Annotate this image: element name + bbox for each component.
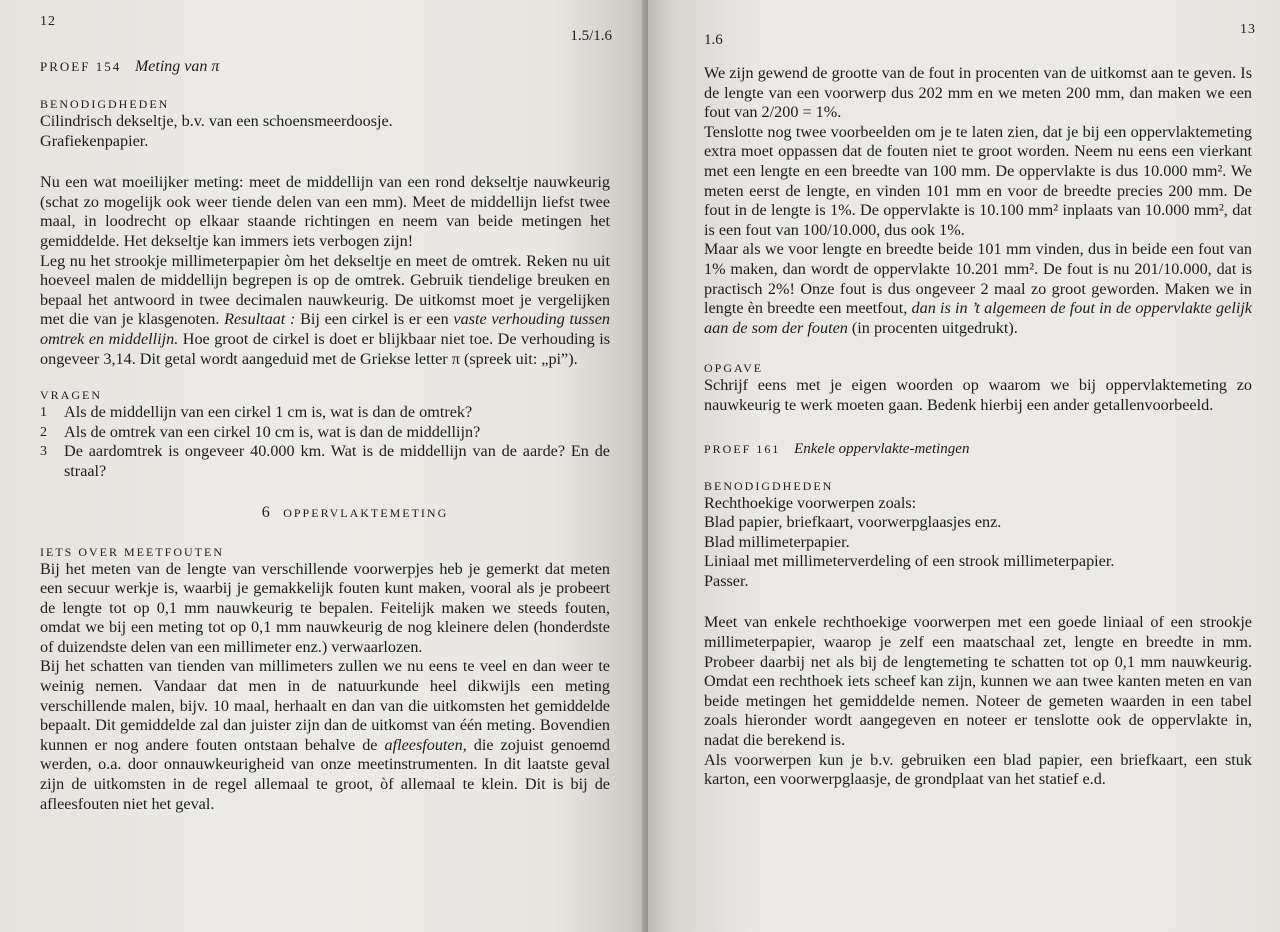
experiment-title-154 [40,56,610,78]
right-page-content [704,64,1252,790]
experiment-label: PROEF 161 [704,441,781,456]
right-page [648,0,1280,932]
question-text: Als de middellijn van een cirkel 1 cm is, wat is dan de omtrek? [64,403,473,422]
errors-text-post: die zojuist genoemd werden, o.a. door onnauwkeurigheid van onze meetinstrumenten. In dit laatste geval zijn de uitkomsten in de regel allemaal te groot, òf allemaal te klein. Dit is bij de afleesfouten niet het geval. [40,735,610,813]
equipment-item: Grafiekenpapier. [40,131,149,150]
chapter-number: 6 [261,503,270,521]
question-number: 2 [40,424,47,440]
equipment-item: Blad papier, briefkaart, voorwerpglaasjes enz. [704,513,1002,532]
assignment-heading: OPGAVE [704,361,764,376]
error-sum-text-pre: Maar als we voor lengte en breedte beide 101 mm vinden, dus in beide een fout van 1% maken, dan wordt de oppervlakte 10.201 mm². De fout is nu 201/10.000, dat is practisch 2%! Onze fout is dus ongeveer 2 maal zo groot geworden. Maken we in lengte èn breedte een meetfout, [704,240,1252,318]
errors-text-pre: Bij het schatten van tienden van millimeters zullen we nu eens te veel en dan weer te weinig nemen. Vandaar dat men in de natuurkunde heel dikwijls een meting verschillende malen, bijv. 10 maal, herhaalt en dan van die uitkomsten het gemiddelde bepaalt. Dit gemiddelde zal dan juister zijn dan de uitkomst van één meting. Bovendien kunnen er nog andere fouten ontstaan behalve de [40,657,610,754]
result-label: Resultaat : [224,310,296,329]
error-sum-emphasis: dan is in ’t algemeen de fout in de oppervlakte gelijk aan de som der fouten [704,299,1252,337]
experiment-title-161 [704,438,1252,460]
errors-emphasis: afleesfouten, [384,735,467,754]
question-text: Als de omtrek van een cirkel 10 cm is, wat is dan de middellijn? [64,422,481,441]
errors-heading: IETS OVER MEETFOUTEN [40,544,224,559]
chapter-title: OPPERVLAKTEMETING [283,505,449,520]
page-number-right: 13 [1240,22,1256,37]
section-reference-left: 1.5/1.6 [570,28,612,44]
error-sum-paragraph [704,240,1252,338]
measurement-paragraph: Nu een wat moeilijker meting: meet de middellijn van een rond dekseltje nauwkeurig (schat zo mogelijk ook weer tiende delen van een mm). Meet de middellijn liefst twee maal, in loodrecht op elkaar staande richtingen en neem van beide metingen het gemiddelde. Het dekseltje kan immers iets verbogen zijn! [40,173,610,250]
result-emphasis: vaste verhouding tussen omtrek en middellijn. [40,310,611,348]
equipment-list [704,494,1252,592]
result-text-pre: Bij een cirkel is er een [295,310,454,329]
questions-list [40,403,610,481]
equipment-item: Liniaal met millimeterverdeling of een strook millimeterpapier. [704,552,1115,571]
question-item [40,403,610,423]
question-item [40,423,610,443]
assignment-text: Schrijf eens met je eigen woorden op waarom we bij oppervlaktemeting zo nauwkeurig te werk moeten gaan. Bedenk hierbij een ander getallenvoorbeeld. [704,376,1252,414]
equipment-heading: BENODIGDHEDEN [704,478,834,493]
experiment-name: Meting van π [134,58,220,75]
circumference-text: Leg nu het strookje millimeterpapier òm het dekseltje en meet de omtrek. Reken nu uit hoeveel malen de middellijn begrepen is op de omtrek. Gebruik tiendelige breuken en bepaal het antwoord in twee decimalen nauwkeurig. De uitkomst moet je vergelijken met die van je klasgenoten. [40,251,610,329]
equipment-heading: BENODIGDHEDEN [40,97,170,111]
result-text-post: Hoe groot de cirkel is doet er blijkbaar niet toe. De verhouding is ongeveer 3,14. Dit getal wordt aangeduid met de Griekse letter π (spreek uit: „pi”). [40,329,610,368]
experiment-name: Enkele oppervlakte-metingen [794,440,970,457]
equipment-item: Passer. [704,571,749,590]
errors-paragraph-1: Bij het meten van de lengte van verschillende voorwerpjes heb je gemerkt dat meten een secuur werkje is, waarbij je gemakkelijk fouten kunt maken, vooral als je probeert de lengte tot op 0,1 mm nauwkeurig te bepalen. Feitelijk maken we steeds fouten, omdat we bij een meting tot op 0,1 mm nauwkeurig de nog kleinere delen (honderdste of duizendste delen van een millimeter enz.) verwaarlozen. [40,559,610,656]
error-sum-text-post: (in procenten uitgedrukt). [847,318,1018,337]
equipment-item: Rechthoekige voorwerpen zoals: [704,493,917,512]
equipment-item: Cilindrisch dekseltje, b.v. van een schoensmeerdoosje. [40,112,393,130]
left-page-content [40,56,610,814]
question-number: 3 [40,444,47,460]
question-number: 1 [40,405,47,421]
question-text: De aardomtrek is ongeveer 40.000 km. Wat is de middellijn van de aarde? En de straal? [64,442,610,480]
circumference-paragraph [40,252,610,370]
experiment-label: PROEF 154 [40,59,122,74]
chapter-heading [40,504,610,522]
errors-paragraph-2 [40,657,610,814]
area-example-paragraph: Tenslotte nog twee voorbeelden om je te laten zien, dat je bij een oppervlaktemeting extra moet oppassen dat de fouten niet te groot worden. Neem nu eens een vierkant met een lengte en een breedte van 100 mm. De oppervlakte is dus 10.000 mm². We meten eerst de lengte, en vinden 101 mm en voor de breedte precies 200 mm. De fout in de lengte is 1%. De oppervlakte is 10.100 mm² inplaats van 10.000 mm², dat is een fout van 100/10.000, dus ook 1%. [704,122,1252,239]
measurement-instructions: Meet van enkele rechthoekige voorwerpen met een goede liniaal of een strookje millimeterpapier, waarop je zelf een maatschaal zet, lengte en breedte in mm. Probeer daarbij net als bij de lengtemeting te schatten tot op 0,1 mm nauwkeurig. Omdat een rechthoek iets scheef kan zijn, kunnen we aan twee kanten meten en van beide metingen het gemiddelde nemen. Noteer de gemeten waarden in een tabel zoals hieronder wordt aangegeven en noteer er tenslotte ook de oppervlakte in, nadat die berekend is. [704,613,1252,750]
page-number-left: 12 [40,14,56,29]
equipment-item: Blad millimeterpapier. [704,532,850,551]
percent-error-paragraph: We zijn gewend de grootte van de fout in procenten van de uitkomst aan te geven. Is de lengte van een voorwerp dus 202 mm en we meten 200 mm, dan maken we een fout van 2/200 = 1%. [704,64,1252,122]
question-item [40,442,610,481]
section-reference-right: 1.6 [704,32,723,48]
equipment-list [40,112,610,151]
questions-heading: VRAGEN [40,388,102,403]
object-examples: Als voorwerpen kun je b.v. gebruiken een blad papier, een briefkaart, een stuk karton, een voorwerpglaasje, de grondplaat van het statief e.d. [704,750,1252,789]
